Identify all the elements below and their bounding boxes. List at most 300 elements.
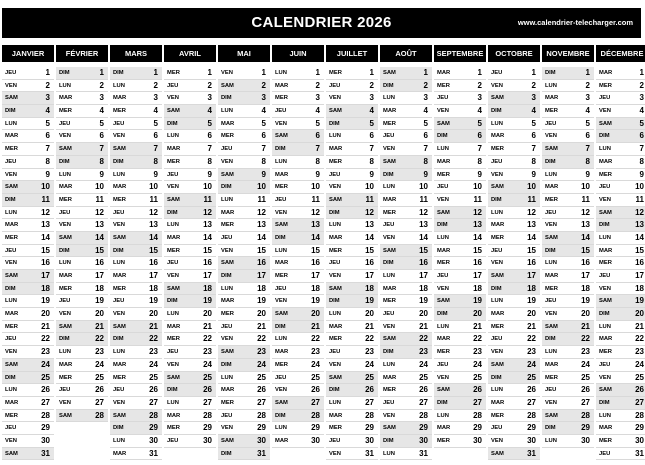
day-row	[56, 92, 108, 105]
day-row	[164, 372, 216, 385]
day-number: 13	[419, 220, 428, 230]
day-row	[380, 397, 432, 410]
weekday-abbrev: DIM	[59, 247, 70, 254]
weekday-abbrev: JEU	[5, 158, 17, 165]
weekday-abbrev: LUN	[383, 450, 395, 457]
day-number: 22	[635, 334, 644, 344]
day-number: 12	[635, 207, 644, 217]
weekday-abbrev: MER	[599, 437, 612, 444]
day-number: 14	[257, 232, 266, 242]
day-row	[434, 422, 486, 435]
weekday-abbrev: MER	[383, 209, 396, 216]
weekday-abbrev: VEN	[437, 108, 449, 115]
day-number: 14	[41, 232, 50, 242]
weekday-abbrev: SAM	[437, 298, 450, 305]
weekday-abbrev: MAR	[545, 361, 559, 368]
day-row	[110, 321, 162, 334]
day-number: 7	[477, 144, 482, 154]
weekday-abbrev: JEU	[599, 450, 611, 457]
weekday-abbrev: MER	[545, 108, 558, 115]
day-row	[434, 397, 486, 410]
day-number: 6	[585, 131, 590, 141]
day-number: 23	[527, 347, 536, 357]
day-row	[56, 130, 108, 143]
day-row	[434, 181, 486, 194]
day-number: 10	[41, 182, 50, 192]
day-number: 28	[41, 410, 50, 420]
weekday-abbrev: JEU	[545, 209, 557, 216]
weekday-abbrev: DIM	[491, 108, 502, 115]
weekday-abbrev: MAR	[5, 311, 19, 318]
day-number: 30	[41, 435, 50, 445]
day-row	[164, 67, 216, 80]
weekday-abbrev: LUN	[491, 120, 503, 127]
day-row	[164, 397, 216, 410]
day-row	[56, 384, 108, 397]
day-row	[542, 435, 594, 448]
day-row	[488, 257, 540, 270]
day-row	[488, 359, 540, 372]
weekday-abbrev: MER	[5, 323, 18, 330]
day-row	[326, 194, 378, 207]
day-number: 18	[257, 283, 266, 293]
weekday-abbrev: DIM	[221, 273, 232, 279]
day-row	[326, 181, 378, 194]
day-row	[2, 410, 54, 423]
weekday-abbrev: JEU	[491, 70, 503, 76]
weekday-abbrev: MAR	[113, 95, 127, 102]
day-row	[56, 346, 108, 359]
weekday-abbrev: JEU	[329, 260, 341, 267]
day-number: 23	[365, 347, 374, 357]
weekday-abbrev: MER	[491, 323, 504, 330]
day-row	[434, 270, 486, 283]
weekday-abbrev: JEU	[113, 120, 125, 127]
weekday-abbrev: MAR	[59, 273, 73, 279]
day-row	[434, 346, 486, 359]
day-number: 11	[311, 194, 320, 204]
day-row	[488, 410, 540, 423]
day-row	[218, 333, 270, 346]
day-row	[272, 118, 324, 131]
day-number: 25	[41, 372, 50, 382]
day-number: 5	[423, 118, 428, 128]
weekday-abbrev: JEU	[437, 184, 449, 191]
day-row	[326, 130, 378, 143]
weekday-abbrev: MER	[491, 234, 504, 241]
calendar-header	[2, 8, 641, 38]
month-name: MARS	[110, 45, 162, 62]
day-row	[488, 448, 540, 461]
weekday-abbrev: VEN	[59, 133, 71, 140]
day-number: 14	[527, 232, 536, 242]
day-row	[542, 67, 594, 80]
month-column	[164, 45, 216, 460]
day-number: 2	[477, 80, 482, 90]
weekday-abbrev: VEN	[5, 82, 17, 89]
weekday-abbrev: SAM	[275, 399, 288, 406]
weekday-abbrev: VEN	[383, 323, 395, 330]
day-row	[218, 257, 270, 270]
weekday-abbrev: VEN	[59, 311, 71, 318]
weekday-abbrev: MAR	[113, 361, 127, 368]
day-number: 2	[99, 80, 104, 90]
weekday-abbrev: MER	[545, 285, 558, 292]
weekday-abbrev: MAR	[599, 247, 613, 254]
day-number: 7	[315, 144, 320, 154]
weekday-abbrev: LUN	[5, 120, 17, 127]
day-number: 12	[419, 207, 428, 217]
day-row	[164, 346, 216, 359]
day-row	[56, 232, 108, 245]
day-number: 5	[261, 118, 266, 128]
day-row	[488, 80, 540, 93]
weekday-abbrev: DIM	[491, 196, 502, 203]
day-number: 29	[41, 423, 50, 433]
weekday-abbrev: JEU	[383, 222, 395, 229]
day-row	[2, 194, 54, 207]
day-row	[596, 295, 645, 308]
weekday-abbrev: DIM	[59, 70, 70, 76]
day-number: 1	[477, 68, 482, 77]
weekday-abbrev: SAM	[275, 133, 288, 140]
day-row	[434, 372, 486, 385]
weekday-abbrev: MAR	[5, 222, 19, 229]
months-grid	[2, 45, 645, 460]
day-number: 24	[581, 359, 590, 369]
weekday-abbrev: MAR	[437, 336, 451, 343]
day-number: 3	[45, 93, 50, 103]
weekday-abbrev: MAR	[221, 298, 235, 305]
day-number: 18	[149, 283, 158, 293]
day-row	[542, 397, 594, 410]
day-number: 15	[95, 245, 104, 255]
day-number: 17	[365, 271, 374, 280]
day-number: 10	[419, 182, 428, 192]
weekday-abbrev: LUN	[383, 273, 395, 279]
weekday-abbrev: LUN	[437, 412, 449, 419]
day-number: 16	[41, 258, 50, 268]
day-number: 30	[635, 435, 644, 445]
day-number: 5	[585, 118, 590, 128]
weekday-abbrev: MER	[329, 247, 342, 254]
day-number: 23	[203, 347, 212, 357]
day-number: 24	[365, 359, 374, 369]
weekday-abbrev: JEU	[167, 82, 179, 89]
weekday-abbrev: DIM	[329, 209, 340, 216]
weekday-abbrev: LUN	[5, 387, 17, 394]
day-number: 15	[581, 245, 590, 255]
weekday-abbrev: VEN	[221, 158, 233, 165]
month-column	[596, 45, 645, 460]
weekday-abbrev: MAR	[437, 70, 451, 76]
weekday-abbrev: SAM	[599, 120, 612, 127]
day-number: 6	[207, 131, 212, 141]
day-row	[596, 435, 645, 448]
day-number: 29	[311, 423, 320, 433]
weekday-abbrev: JEU	[599, 184, 611, 191]
day-number: 26	[203, 385, 212, 395]
weekday-abbrev: DIM	[113, 70, 124, 76]
weekday-abbrev: MER	[167, 336, 180, 343]
day-number: 12	[203, 207, 212, 217]
day-row	[434, 105, 486, 118]
day-number: 3	[315, 93, 320, 103]
day-row	[164, 105, 216, 118]
day-number: 7	[207, 144, 212, 154]
day-number: 14	[635, 232, 644, 242]
weekday-abbrev: JEU	[167, 437, 179, 444]
weekday-abbrev: MER	[167, 247, 180, 254]
day-row	[488, 232, 540, 245]
day-row	[110, 359, 162, 372]
day-row	[542, 219, 594, 232]
weekday-abbrev: DIM	[545, 425, 556, 432]
day-number: 14	[419, 232, 428, 242]
day-row	[272, 321, 324, 334]
weekday-abbrev: JEU	[167, 349, 179, 356]
day-number: 5	[45, 118, 50, 128]
day-number: 12	[149, 207, 158, 217]
day-row	[272, 410, 324, 423]
day-number: 16	[473, 258, 482, 268]
month-column	[434, 45, 486, 460]
weekday-abbrev: DIM	[113, 247, 124, 254]
weekday-abbrev: SAM	[221, 349, 234, 356]
day-row	[542, 346, 594, 359]
day-number: 9	[315, 169, 320, 179]
day-row	[110, 346, 162, 359]
weekday-abbrev: DIM	[383, 349, 394, 356]
day-number: 17	[257, 271, 266, 280]
day-number: 29	[203, 423, 212, 433]
weekday-abbrev: LUN	[221, 374, 233, 381]
weekday-abbrev: VEN	[437, 285, 449, 292]
weekday-abbrev: LUN	[491, 387, 503, 394]
weekday-abbrev: SAM	[5, 450, 18, 457]
day-number: 13	[473, 220, 482, 230]
weekday-abbrev: SAM	[545, 234, 558, 241]
day-row	[56, 372, 108, 385]
day-number: 23	[41, 347, 50, 357]
day-number: 31	[149, 448, 158, 458]
day-number: 8	[639, 156, 644, 166]
weekday-abbrev: MAR	[113, 184, 127, 191]
day-number: 22	[95, 334, 104, 344]
day-number: 7	[369, 144, 374, 154]
weekday-abbrev: MER	[59, 196, 72, 203]
day-row	[2, 156, 54, 169]
day-number: 16	[311, 258, 320, 268]
day-row	[218, 448, 270, 461]
day-row	[110, 105, 162, 118]
day-row	[488, 92, 540, 105]
weekday-abbrev: DIM	[545, 336, 556, 343]
day-number: 12	[365, 207, 374, 217]
weekday-abbrev: MER	[437, 349, 450, 356]
day-row	[2, 359, 54, 372]
weekday-abbrev: DIM	[221, 361, 232, 368]
day-number: 16	[527, 258, 536, 268]
day-number: 9	[639, 169, 644, 179]
day-number: 11	[203, 194, 212, 204]
weekday-abbrev: MAR	[275, 349, 289, 356]
day-row	[542, 295, 594, 308]
day-row	[380, 67, 432, 80]
month-column	[56, 45, 108, 460]
day-number: 9	[423, 169, 428, 179]
day-row	[326, 308, 378, 321]
day-row	[380, 118, 432, 131]
day-number: 22	[473, 334, 482, 344]
day-row	[110, 92, 162, 105]
day-number: 28	[527, 410, 536, 420]
weekday-abbrev: DIM	[275, 412, 286, 419]
day-row	[380, 384, 432, 397]
day-number: 25	[635, 372, 644, 382]
weekday-abbrev: MAR	[491, 399, 505, 406]
day-row	[56, 359, 108, 372]
day-row	[272, 105, 324, 118]
day-number: 6	[369, 131, 374, 141]
weekday-abbrev: MAR	[167, 412, 181, 419]
weekday-abbrev: VEN	[599, 196, 611, 203]
day-row	[380, 219, 432, 232]
month-column	[380, 45, 432, 460]
day-row	[488, 181, 540, 194]
day-number: 5	[207, 118, 212, 128]
day-row	[110, 448, 162, 461]
day-row	[326, 333, 378, 346]
weekday-abbrev: SAM	[113, 412, 126, 419]
day-row	[488, 156, 540, 169]
day-row	[110, 169, 162, 182]
weekday-abbrev: VEN	[113, 222, 125, 229]
month-name: MAI	[218, 45, 270, 62]
day-row	[434, 67, 486, 80]
day-number: 17	[581, 271, 590, 280]
weekday-abbrev: MER	[221, 399, 234, 406]
day-number: 21	[581, 321, 590, 331]
weekday-abbrev: VEN	[167, 273, 179, 279]
weekday-abbrev: MAR	[329, 146, 343, 153]
day-number: 6	[315, 131, 320, 141]
day-number: 11	[527, 194, 536, 204]
day-number: 27	[257, 397, 266, 407]
weekday-abbrev: JEU	[491, 158, 503, 165]
day-row	[542, 194, 594, 207]
weekday-abbrev: JEU	[59, 298, 71, 305]
day-row	[2, 181, 54, 194]
day-number: 12	[527, 207, 536, 217]
day-number: 30	[473, 435, 482, 445]
day-number: 19	[635, 296, 644, 306]
day-number: 21	[149, 321, 158, 331]
weekday-abbrev: MAR	[221, 120, 235, 127]
day-number: 13	[635, 220, 644, 230]
day-number: 23	[473, 347, 482, 357]
day-number: 18	[203, 283, 212, 293]
day-number: 2	[531, 80, 536, 90]
calendar-title: CALENDRIER 2026	[251, 14, 392, 31]
day-row	[218, 67, 270, 80]
day-number: 20	[203, 309, 212, 319]
day-number: 17	[419, 271, 428, 280]
weekday-abbrev: SAM	[167, 108, 180, 115]
day-number: 16	[419, 258, 428, 268]
day-number: 30	[527, 435, 536, 445]
weekday-abbrev: DIM	[167, 298, 178, 305]
weekday-abbrev: JEU	[113, 209, 125, 216]
weekday-abbrev: MER	[167, 158, 180, 165]
day-row	[596, 67, 645, 80]
day-number: 30	[149, 435, 158, 445]
day-row	[164, 130, 216, 143]
weekday-abbrev: LUN	[383, 361, 395, 368]
day-row	[488, 118, 540, 131]
day-number: 16	[95, 258, 104, 268]
day-number: 26	[95, 385, 104, 395]
day-number: 7	[639, 144, 644, 154]
weekday-abbrev: VEN	[491, 171, 503, 178]
day-number: 3	[369, 93, 374, 103]
weekday-abbrev: VEN	[599, 108, 611, 115]
day-row	[380, 410, 432, 423]
weekday-abbrev: LUN	[221, 285, 233, 292]
day-row	[326, 67, 378, 80]
day-number: 10	[95, 182, 104, 192]
day-row	[218, 359, 270, 372]
day-row	[110, 295, 162, 308]
day-number: 12	[41, 207, 50, 217]
month-column	[542, 45, 594, 460]
weekday-abbrev: JEU	[599, 361, 611, 368]
weekday-abbrev: DIM	[545, 70, 556, 76]
day-row	[218, 194, 270, 207]
day-number: 3	[423, 93, 428, 103]
weekday-abbrev: SAM	[113, 234, 126, 241]
weekday-abbrev: JEU	[59, 387, 71, 394]
day-number: 25	[527, 372, 536, 382]
day-row	[164, 435, 216, 448]
day-row	[380, 245, 432, 258]
weekday-abbrev: SAM	[491, 95, 504, 102]
day-row	[164, 169, 216, 182]
day-number: 3	[531, 93, 536, 103]
weekday-abbrev: VEN	[545, 399, 557, 406]
day-row	[2, 372, 54, 385]
weekday-abbrev: JEU	[59, 209, 71, 216]
weekday-abbrev: MAR	[113, 450, 127, 457]
day-row	[110, 207, 162, 220]
day-row	[542, 105, 594, 118]
day-number: 27	[527, 397, 536, 407]
weekday-abbrev: JEU	[167, 260, 179, 267]
weekday-abbrev: JEU	[437, 95, 449, 102]
day-row	[380, 194, 432, 207]
weekday-abbrev: LUN	[545, 171, 557, 178]
day-number: 19	[581, 296, 590, 306]
day-row	[488, 333, 540, 346]
weekday-abbrev: SAM	[437, 209, 450, 216]
day-number: 13	[257, 220, 266, 230]
day-number: 13	[95, 220, 104, 230]
day-row	[2, 448, 54, 461]
day-number: 3	[99, 93, 104, 103]
day-row	[596, 169, 645, 182]
day-number: 31	[527, 448, 536, 458]
day-number: 27	[203, 397, 212, 407]
